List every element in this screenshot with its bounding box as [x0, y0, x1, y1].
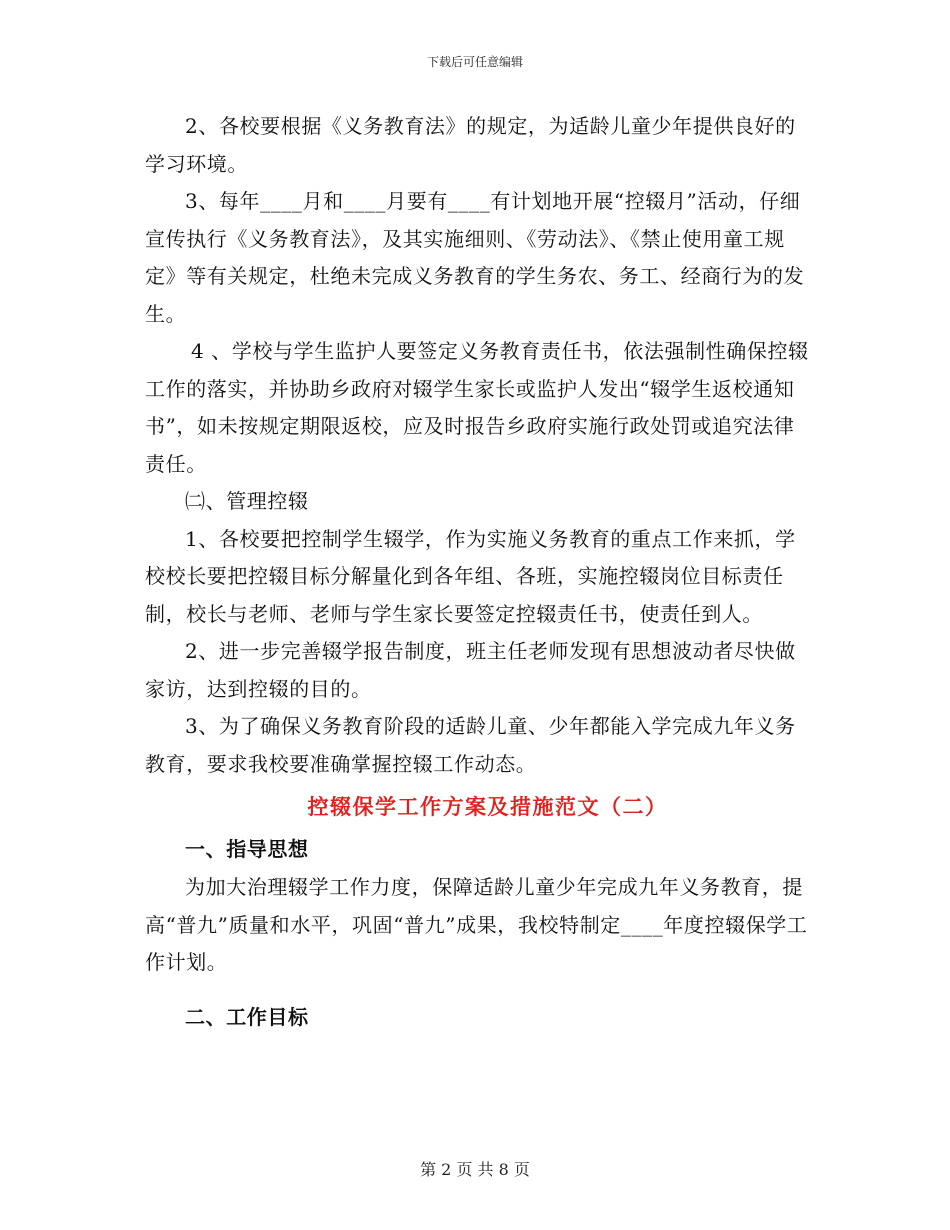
paragraph-item-4: 4 、学校与学生监护人要签定义务教育责任书，依法强制性确保控辍工作的落实，并协助乡政府对辍学生家长或监护人发出“辍学生返校通知书”，如未按规定期限返校，应及时报告乡政府实施行政处罚或追究法律责任。 — [145, 339, 809, 476]
document-body — [145, 108, 810, 1037]
document-title: 控辍保学工作方案及措施范文（二） — [307, 795, 668, 819]
paragraph-management-3: 3、为了确保义务教育阶段的适龄儿童、少年都能入学完成九年义务教育，要求我校要准确掌握控辍工作动态。 — [145, 714, 796, 776]
paragraph-management-1: 1、各校要把控制学生辍学，作为实施义务教育的重点工作来抓，学校校长要把控辍目标分解量化到各年组、各班，实施控辍岗位目标责任制，校长与老师、老师与学生家长要签定控辍责任书，使责任到人。 — [145, 526, 796, 626]
heading-guiding-thought: 一、指导思想 — [185, 837, 309, 861]
subsection-heading-management: ㈡、管理控辍 — [185, 489, 309, 513]
page-header: 下载后可任意编辑 — [426, 55, 523, 69]
paragraph-item-3: 3、每年____月和____月要有____有计划地开展“控辍月”活动，仔细宣传执行《义务教育法》，及其实施细则、《劳动法》、《禁止使用童工规定》等有关规定，杜绝未完成义务教育的学生务农、务工、经商行为的发生。 — [145, 189, 805, 326]
page-footer: 第 2 页 共 8 页 — [420, 1160, 530, 1179]
paragraph-item-2: 2、各校要根据《义务教育法》的规定，为适龄儿童少年提供良好的学习环境。 — [145, 114, 796, 176]
paragraph-management-2: 2、进一步完善辍学报告制度，班主任老师发现有思想波动者尽快做家访，达到控辍的目的。 — [145, 639, 796, 701]
heading-work-goals: 二、工作目标 — [185, 1004, 309, 1029]
paragraph-guiding-thought: 为加大治理辍学工作力度，保障适龄儿童少年完成九年义务教育，提高“普九”质量和水平，巩固“普九”成果，我校特制定____年度控辍保学工作计划。 — [145, 875, 808, 974]
